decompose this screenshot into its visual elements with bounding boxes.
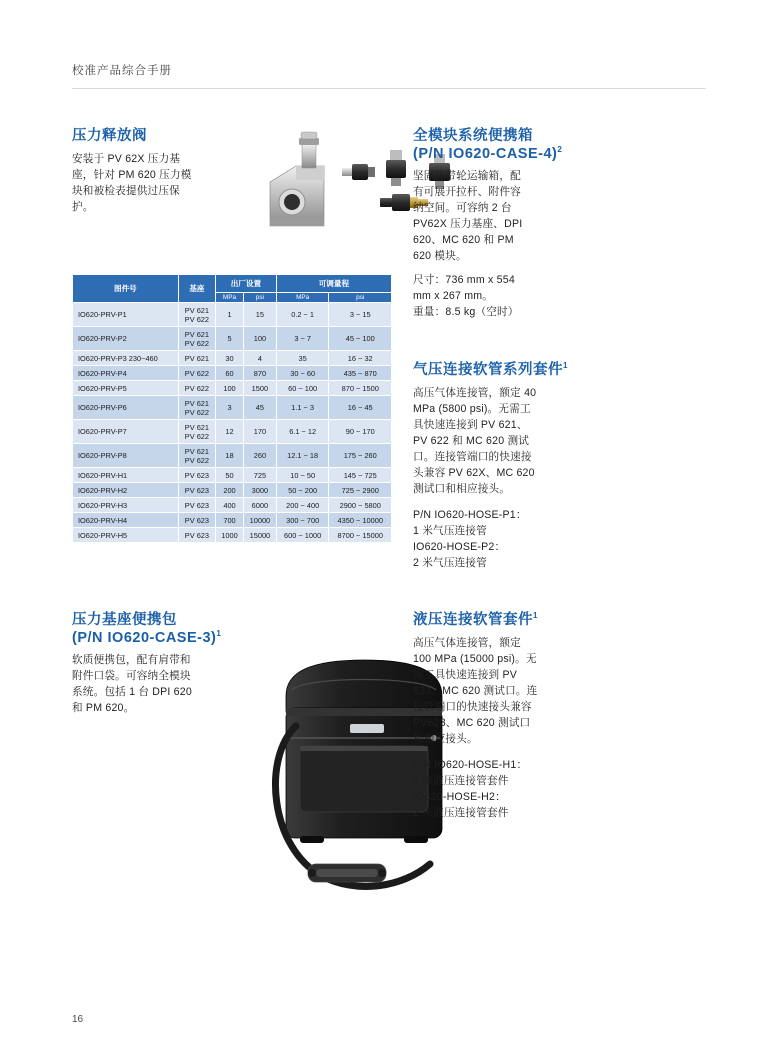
cell-factory-psi: 3000: [243, 483, 276, 498]
cell-base: PV 623: [178, 483, 215, 498]
cell-adjust-psi: 90 ~ 170: [329, 420, 392, 444]
cell-part: IO620-PRV-P3 230~460: [73, 351, 179, 366]
cell-factory-mpa: 12: [216, 420, 244, 444]
cell-factory-mpa: 30: [216, 351, 244, 366]
cell-factory-mpa: 400: [216, 498, 244, 513]
cell-adjust-mpa: 12.1 ~ 18: [276, 444, 329, 468]
table-row: [73, 420, 392, 444]
cell-base: PV 622: [178, 381, 215, 396]
hyd-hose-desc-2: 2 米液压连接管套件: [413, 807, 509, 819]
cell-adjust-mpa: 60 ~ 100: [276, 381, 329, 396]
cell-factory-mpa: 1000: [216, 528, 244, 543]
table-row: [73, 528, 392, 543]
table-row: [73, 498, 392, 513]
cell-part: IO620-PRV-H4: [73, 513, 179, 528]
cell-adjust-mpa: 200 ~ 400: [276, 498, 329, 513]
cell-adjust-mpa: 300 ~ 700: [276, 513, 329, 528]
cell-adjust-mpa: 6.1 ~ 12: [276, 420, 329, 444]
cell-adjust-psi: 435 ~ 870: [329, 366, 392, 381]
cell-adjust-mpa: 1.1 ~ 3: [276, 396, 329, 420]
table-row: [73, 513, 392, 528]
cell-adjust-mpa: 3 ~ 7: [276, 327, 329, 351]
cell-factory-psi: 170: [243, 420, 276, 444]
cell-base: PV 623: [178, 468, 215, 483]
hyd-hose-pn-2: IO620-HOSE-H2：: [413, 791, 506, 803]
case3-body: 软质便携包，配有肩带和附件口袋。可容纳全模块系统。包括 1 台 DPI 620 和 PM 620。: [72, 653, 192, 714]
pneu-hose-pn-1: P/N IO620-HOSE-P1：: [413, 509, 527, 521]
cell-factory-mpa: 18: [216, 444, 244, 468]
th-factory: 出厂设置: [216, 275, 277, 293]
prv-specification-table: [72, 274, 392, 543]
cell-adjust-psi: 725 ~ 2900: [329, 483, 392, 498]
page-header: 校准产品综合手册: [72, 65, 172, 77]
pneu-hose-desc-1: 1 米气压连接管: [413, 525, 487, 537]
cell-adjust-psi: 870 ~ 1500: [329, 381, 392, 396]
cell-adjust-mpa: 600 ~ 1000: [276, 528, 329, 543]
cell-adjust-mpa: 35: [276, 351, 329, 366]
cell-factory-psi: 1500: [243, 381, 276, 396]
cell-factory-psi: 15: [243, 303, 276, 327]
page-number: 16: [72, 1014, 84, 1025]
section-case-4: [413, 124, 713, 320]
cell-base: PV 621 PV 622: [178, 420, 215, 444]
cell-base: PV 621: [178, 351, 215, 366]
pneu-hose-body: 高压气体连接管，额定 40 MPa (5800 psi)。无需工具快速连接到 PV 621、PV 622 和 MC 620 测试口。连接管端口的快速接头兼容 PV 62X、MC 620 测试口和相应接头。: [413, 387, 537, 495]
cell-part: IO620-PRV-P7: [73, 420, 179, 444]
cell-adjust-psi: 16 ~ 32: [329, 351, 392, 366]
table-row: [73, 468, 392, 483]
cell-factory-mpa: 200: [216, 483, 244, 498]
cell-part: IO620-PRV-H5: [73, 528, 179, 543]
cell-base: PV 621 PV 622: [178, 327, 215, 351]
table-row: [73, 351, 392, 366]
table-body: [73, 303, 392, 543]
cell-factory-psi: 100: [243, 327, 276, 351]
table-row: [73, 381, 392, 396]
section-hydraulic-hose: [413, 608, 713, 821]
table-row: [73, 303, 392, 327]
cell-base: PV 621 PV 622: [178, 396, 215, 420]
cell-base: PV 623: [178, 528, 215, 543]
cell-factory-psi: 6000: [243, 498, 276, 513]
case3-heading: 压力基座便携包 (P/N IO620-CASE-3)$^1$: [72, 608, 402, 646]
cell-factory-mpa: 3: [216, 396, 244, 420]
cell-factory-psi: 45: [243, 396, 276, 420]
table-row: [73, 483, 392, 498]
prv-body: 安装于 PV 62X 压力基座，针对 PM 620 压力模块和被检表提供过压保护。: [72, 153, 192, 213]
hyd-hose-pn-1: P/N IO620-HOSE-H1：: [413, 759, 528, 771]
cell-adjust-mpa: 50 ~ 200: [276, 483, 329, 498]
cell-adjust-psi: 2900 ~ 5800: [329, 498, 392, 513]
th-factory-mpa: MPa: [216, 293, 244, 303]
cell-base: PV 621 PV 622: [178, 303, 215, 327]
section-pressure-relief-valve: [72, 124, 372, 215]
th-factory-psi: psi: [243, 293, 276, 303]
case4-dims: 尺寸：736 mm x 554 mm x 267 mm。: [413, 273, 515, 302]
table-row: [73, 396, 392, 420]
pneu-hose-pn-2: IO620-HOSE-P2：: [413, 541, 506, 553]
th-adjust: 可调量程: [276, 275, 391, 293]
th-adjust-psi: psi: [329, 293, 392, 303]
cell-part: IO620-PRV-P8: [73, 444, 179, 468]
cell-factory-mpa: 100: [216, 381, 244, 396]
cell-adjust-psi: 145 ~ 725: [329, 468, 392, 483]
pneu-hose-heading: 气压连接软管系列套件$^1$: [413, 361, 568, 378]
cell-adjust-psi: 3 ~ 15: [329, 303, 392, 327]
cell-part: IO620-PRV-P5: [73, 381, 179, 396]
th-base: 基座: [178, 275, 215, 303]
cell-factory-psi: 870: [243, 366, 276, 381]
header-divider: [72, 88, 706, 89]
cell-base: PV 623: [178, 513, 215, 528]
cell-adjust-mpa: 30 ~ 60: [276, 366, 329, 381]
cell-base: PV 622: [178, 366, 215, 381]
cell-adjust-mpa: 0.2 ~ 1: [276, 303, 329, 327]
case4-part-number: (P/N IO620-CASE-4)$^2$: [413, 145, 563, 162]
cell-part: IO620-PRV-H2: [73, 483, 179, 498]
case4-heading-text: 全模块系统便携箱: [413, 128, 533, 144]
cell-factory-psi: 725: [243, 468, 276, 483]
cell-factory-psi: 260: [243, 444, 276, 468]
section-pneumatic-hose: [413, 358, 713, 571]
hyd-hose-desc-1: 1 米液压连接管套件: [413, 775, 509, 787]
table-row: [73, 327, 392, 351]
cell-adjust-psi: 175 ~ 260: [329, 444, 392, 468]
table-row: [73, 366, 392, 381]
th-part: 图件号: [73, 275, 179, 303]
case4-heading: [413, 124, 713, 162]
hyd-hose-heading: 液压连接软管套件$^1$: [413, 611, 538, 628]
cell-part: IO620-PRV-H3: [73, 498, 179, 513]
cell-part: IO620-PRV-P2: [73, 327, 179, 351]
cell-part: IO620-PRV-P6: [73, 396, 179, 420]
cell-factory-psi: 4: [243, 351, 276, 366]
prv-heading: 压力释放阀: [72, 128, 147, 144]
hyd-hose-body: 高压气体连接管，额定 100 MPa (15000 psi)。无需工具快速连接到 PV 623、MC 620 测试口。连接管端口的快速接头兼容 PV623、MC 620 测试口和相应接头。: [413, 637, 538, 745]
cell-part: IO620-PRV-H1: [73, 468, 179, 483]
cell-factory-psi: 15000: [243, 528, 276, 543]
cell-factory-mpa: 5: [216, 327, 244, 351]
cell-part: IO620-PRV-P4: [73, 366, 179, 381]
cell-part: IO620-PRV-P1: [73, 303, 179, 327]
cell-factory-mpa: 60: [216, 366, 244, 381]
cell-base: PV 623: [178, 498, 215, 513]
cell-adjust-psi: 8700 ~ 15000: [329, 528, 392, 543]
cell-base: PV 621 PV 622: [178, 444, 215, 468]
cell-adjust-psi: 45 ~ 100: [329, 327, 392, 351]
cell-adjust-mpa: 10 ~ 50: [276, 468, 329, 483]
cell-adjust-psi: 4350 ~ 10000: [329, 513, 392, 528]
pneu-hose-desc-2: 2 米气压连接管: [413, 557, 487, 569]
th-adjust-mpa: MPa: [276, 293, 329, 303]
cell-adjust-psi: 16 ~ 45: [329, 396, 392, 420]
cell-factory-mpa: 50: [216, 468, 244, 483]
table-row: [73, 444, 392, 468]
section-case-3: [72, 608, 402, 716]
cell-factory-mpa: 700: [216, 513, 244, 528]
cell-factory-mpa: 1: [216, 303, 244, 327]
case3-part-number: (P/N IO620-CASE-3)$^1$: [72, 629, 222, 646]
case4-body: 坚固的带轮运输箱，配有可展开拉杆、附件容纳空间。可容纳 2 台 PV62X 压力基座、DPI 620、MC 620 和 PM 620 模块。: [413, 169, 523, 262]
case4-weight: 重量：8.5 kg（空时）: [413, 305, 519, 318]
cell-factory-psi: 10000: [243, 513, 276, 528]
